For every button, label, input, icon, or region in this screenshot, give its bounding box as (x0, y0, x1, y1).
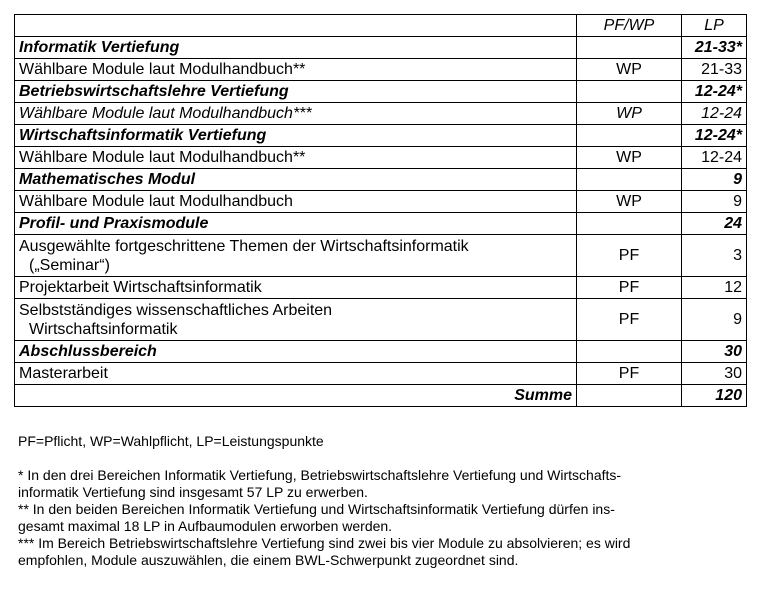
module-type: WP (577, 103, 682, 125)
module-type: WP (577, 191, 682, 213)
section-row-informatik (15, 37, 747, 59)
section-type (577, 125, 682, 147)
section-label: Wirtschaftsinformatik Vertiefung (15, 125, 577, 147)
footnote-3-line2: empfohlen, Module auszuwählen, die einem BWL-Schwerpunkt zugeordnet sind. (18, 552, 519, 568)
table-header-row (15, 15, 747, 37)
module-row (15, 363, 747, 385)
module-label-line2: Wirtschaftsinformatik (29, 320, 178, 338)
section-row-wirtschaftsinformatik (15, 125, 747, 147)
section-lp: 21-33* (682, 37, 747, 59)
module-label: Wählbare Module laut Modulhandbuch** (15, 59, 577, 81)
module-type: WP (577, 59, 682, 81)
section-row-mathematik (15, 169, 747, 191)
summary-lp: 120 (682, 385, 747, 407)
header-lp: LP (682, 15, 747, 37)
module-label: Wählbare Module laut Modulhandbuch (15, 191, 577, 213)
module-label (15, 235, 577, 277)
legend-text: PF=Pflicht, WP=Wahlpflicht, LP=Leistungspunkte (18, 433, 324, 449)
module-table (14, 14, 747, 407)
summary-empty (577, 385, 682, 407)
section-label: Abschlussbereich (15, 341, 577, 363)
module-label: Wählbare Module laut Modulhandbuch** (15, 147, 577, 169)
section-row-bwl (15, 81, 747, 103)
header-pfwp: PF/WP (577, 15, 682, 37)
section-label: Informatik Vertiefung (15, 37, 577, 59)
footnote-2-line2: gesamt maximal 18 LP in Aufbaumodulen erworben werden. (18, 518, 393, 534)
footnotes (18, 433, 738, 569)
section-row-profil (15, 213, 747, 235)
header-empty-cell (15, 15, 577, 37)
module-label-line1: Selbstständiges wissenschaftliches Arbeiten (19, 301, 333, 319)
module-row (15, 235, 747, 277)
module-lp: 9 (682, 191, 747, 213)
module-label (15, 299, 577, 341)
module-type: PF (577, 235, 682, 277)
section-label: Profil- und Praxismodule (15, 213, 577, 235)
module-lp: 12-24 (682, 147, 747, 169)
footnote-1-line1: * In den drei Bereichen Informatik Vertiefung, Betriebswirtschaftslehre Vertiefung und Wirtschafts- (18, 467, 622, 483)
section-lp: 30 (682, 341, 747, 363)
section-label: Betriebswirtschaftslehre Vertiefung (15, 81, 577, 103)
module-label: Projektarbeit Wirtschaftsinformatik (15, 277, 577, 299)
module-row (15, 147, 747, 169)
module-label: Wählbare Module laut Modulhandbuch*** (15, 103, 577, 125)
summary-label: Summe (15, 385, 577, 407)
section-type (577, 169, 682, 191)
module-label-line1: Ausgewählte fortgeschrittene Themen der Wirtschaftsinformatik (19, 237, 469, 255)
section-lp: 24 (682, 213, 747, 235)
module-lp: 3 (682, 235, 747, 277)
section-lp: 12-24* (682, 125, 747, 147)
section-type (577, 81, 682, 103)
module-label: Masterarbeit (15, 363, 577, 385)
section-row-abschluss (15, 341, 747, 363)
module-row (15, 59, 747, 81)
module-lp: 12-24 (682, 103, 747, 125)
module-row (15, 103, 747, 125)
module-lp: 9 (682, 299, 747, 341)
module-lp: 21-33 (682, 59, 747, 81)
section-label: Mathematisches Modul (15, 169, 577, 191)
module-label-line2: („Seminar“) (29, 256, 110, 274)
module-type: PF (577, 299, 682, 341)
section-lp: 12-24* (682, 81, 747, 103)
summary-row (15, 385, 747, 407)
footnote-3-line1: *** Im Bereich Betriebswirtschaftslehre Vertiefung sind zwei bis vier Module zu absolvieren; es wird (18, 535, 631, 551)
footnote-1-line2: informatik Vertiefung sind insgesamt 57 LP zu erwerben. (18, 484, 368, 500)
section-type (577, 37, 682, 59)
section-type (577, 213, 682, 235)
module-type: PF (577, 277, 682, 299)
module-type: WP (577, 147, 682, 169)
module-lp: 30 (682, 363, 747, 385)
module-lp: 12 (682, 277, 747, 299)
module-row (15, 299, 747, 341)
footnote-2-line1: ** In den beiden Bereichen Informatik Vertiefung und Wirtschaftsinformatik Vertiefung dürfen ins- (18, 501, 615, 517)
section-type (577, 341, 682, 363)
module-row (15, 277, 747, 299)
module-row (15, 191, 747, 213)
module-type: PF (577, 363, 682, 385)
section-lp: 9 (682, 169, 747, 191)
